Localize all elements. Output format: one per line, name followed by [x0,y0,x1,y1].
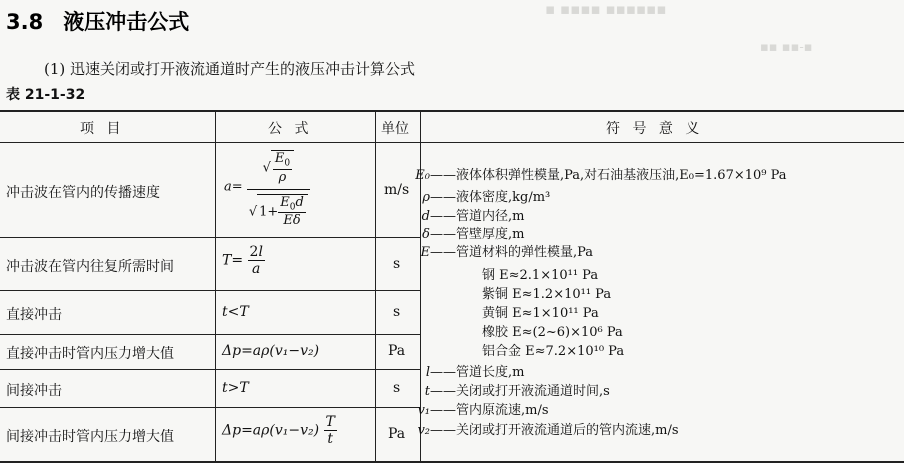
column-header-formula: 公 式 [268,121,313,137]
row-item: 间接冲击时管内压力增大值 [6,429,174,445]
row-item: 直接冲击时管内压力增大值 [6,346,174,362]
row-unit: Pa [388,343,406,359]
column-header-item: 项 目 [80,121,125,137]
row-item: 间接冲击 [6,383,62,399]
material-entry: 铝合金 E≈7.2×10¹⁰ Pa [482,344,625,359]
symbol-entry: δ——管壁厚度,m [422,227,525,242]
formula-indirect-impact: t>T [222,380,249,396]
row-unit: Pa [388,426,406,442]
symbol-entry: E₀——液体体积弹性模量,Pa,对石油基液压油,E₀=1.67×10⁹ Pa [415,168,787,183]
formula-direct-impact: t<T [222,304,249,320]
bleed-through-text: ▪ ▪▪▪▪ ▪▪▪▪▪▪ [545,0,667,18]
material-entry: 橡胶 E≈(2~6)×10⁶ Pa [482,325,623,340]
row-item: 冲击波在管内的传播速度 [6,185,160,201]
formula-indirect-pressure: Δp=aρ(v₁−v₂) $\frac{T}{t}$ [222,414,335,447]
symbol-entry: ρ——液体密度,kg/m³ [422,190,551,205]
row-item: 冲击波在管内往复所需时间 [6,259,174,275]
row-unit: s [393,304,401,320]
formula-wave-speed: a= √ $\frac{E_0}{\rho}$ √ 1+ $\frac{E_0d}{E\delta}$ [224,146,310,228]
section-title: 液压冲击公式 [63,10,190,34]
row-unit: s [393,256,401,272]
section-heading [6,6,189,36]
formula-round-trip-time: T= $\frac{2l}{a}$ [222,244,263,277]
bleed-through-text: ▪▪ ▪▪-▪ [760,40,813,55]
symbol-entry: l——管道长度,m [425,365,525,380]
material-entry: 黄铜 E≈1×10¹¹ Pa [482,306,599,321]
symbol-entry: v₁——管内原流速,m/s [417,403,549,418]
material-entry: 钢 E≈2.1×10¹¹ Pa [482,268,599,283]
row-unit: m/s [384,182,410,198]
material-entry: 紫铜 E≈1.2×10¹¹ Pa [482,287,612,302]
subtitle: (1) 迅速关闭或打开液流通道时产生的液压冲击计算公式 [44,60,416,78]
column-header-meaning: 符 号 意 义 [606,121,704,137]
formula-direct-pressure: Δp=aρ(v₁−v₂) [222,343,320,359]
symbol-entry: v₂——关闭或打开液流通道后的管内流速,m/s [417,423,679,438]
section-number: 3.8 [6,10,44,34]
row-unit: s [393,380,401,396]
row-item: 直接冲击 [6,307,62,323]
symbol-entry: d——管道内径,m [421,209,525,224]
table-label: 表 21-1-32 [6,87,86,103]
symbol-entry: t——关闭或打开液流通道时间,s [424,384,610,399]
symbol-entry: E——管道材料的弹性模量,Pa [420,245,594,260]
column-header-unit: 单位 [381,121,409,137]
